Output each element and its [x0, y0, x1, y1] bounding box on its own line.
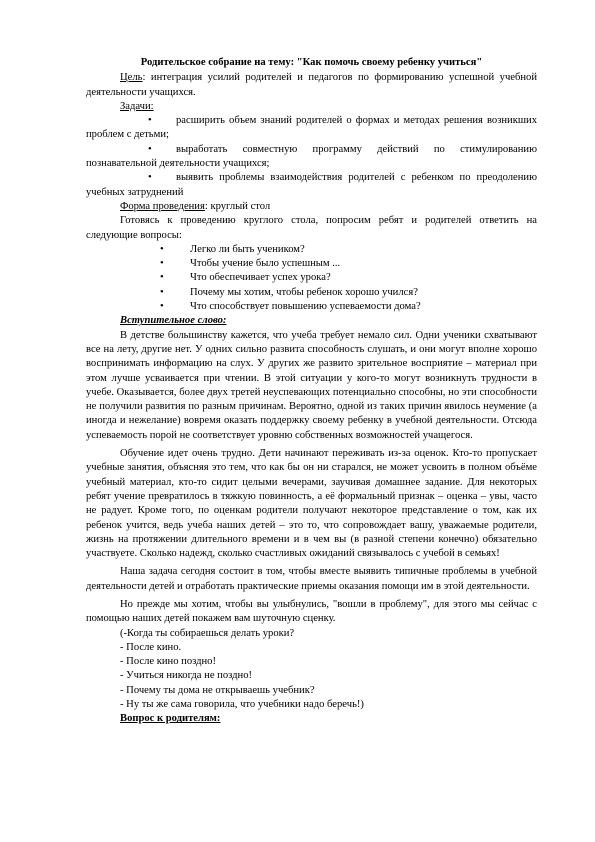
task-text: расширить объем знаний родителей о формах и методах решения возникших проблем с детьми;	[86, 115, 537, 141]
list-item	[86, 171, 537, 200]
question-text: Что обеспечивает успех урока?	[190, 272, 331, 284]
tasks-list	[86, 114, 537, 200]
dialogue-line: (-Когда ты собираешься делать уроки?	[120, 627, 295, 639]
body-paragraph: Обучение идет очень трудно. Дети начинают переживать из-за оценок. Кто-то пропускает учебные занятия, объясняя это тем, что как бы он ни старался, не может усвоить в полном объёме учебный материал, кто-то сидит целыми вечерами, заучивая домашнее задание. Для некоторых ребят учение превратилось в тяжкую повинность, а её формальный признак – оценка – увы, часто не радует. Кроме того, по оценкам родители получают некоторое представление о том, как их ребенок учится, ведь учеба наших детей – это то, что сопровождает вашу, уважаемые родители, жизнь на протяжении длительного времени и в чем вы (в разной степени конечно) обязательно участвуете. Сколько надежд, сколько счастливых ожиданий связывалось с учебой в семьях!	[86, 448, 537, 560]
question-text: Легко ли быть учеником?	[190, 243, 305, 255]
bullet-icon: •	[160, 243, 164, 255]
dialogue-line: - Ну ты же сама говорила, что учебники надо беречь!)	[120, 699, 364, 711]
page-title: Родительское собрание на тему: "Как помочь своему ребенку учиться"	[140, 57, 483, 68]
tasks-heading-row	[86, 100, 537, 114]
question-text: Почему мы хотим, чтобы ребенок хорошо учился?	[190, 286, 418, 298]
list-item	[86, 271, 537, 285]
prep-paragraph: Готовясь к проведению круглого стола, попросим ребят и родителей ответить на следующие вопросы:	[86, 215, 537, 241]
intro-label: Вступительное слово:	[120, 315, 227, 327]
body-paragraph: В детстве большинству кажется, что учеба требует немало сил. Одни ученики схватывают все на лету, другие нет. У одних сильно развита способность слушать, и они могут вполне хорошо воспринимать информацию на слух. У других же развито зрительное восприятие – материал при этом лучше усваивается при чтении. В этой ситуации у кого-то могут возникнуть трудности в учебе. Оказывается, более двух третей неуспевающих потенциально способны, но эти способности не получили развития по разным причинам. Вероятно, одной из таких причин явилось неумение (а иногда и нежелание) вовремя оказать поддержку своему ребенку в учебной деятельности. Отсюда успеваемость порой не соответствует уровню собственных возможностей учащегося.	[86, 329, 537, 441]
bullet-icon: •	[160, 286, 164, 298]
bullet-icon: •	[160, 272, 164, 284]
question-text: Чтобы учение было успешным ...	[190, 258, 341, 270]
goal-text: : интеграция усилий родителей и педагогов по формированию успешной учебной деятельности учащихся.	[86, 72, 537, 98]
bullet-icon: •	[160, 301, 164, 313]
body-paragraph: Наша задача сегодня состоит в том, чтобы вместе выявить типичные проблемы в учебной деятельности детей и отработать практические приемы оказания помощи им в этой деятельности.	[86, 566, 537, 592]
question-text: Что способствует повышению успеваемости дома?	[190, 301, 421, 313]
list-item	[86, 286, 537, 300]
dialogue-line: - После кино.	[120, 641, 182, 653]
bullet-icon: •	[160, 258, 164, 270]
bullet-icon: •	[148, 172, 152, 184]
dialogue-line: - Почему ты дома не открываешь учебник?	[120, 684, 315, 696]
list-item	[86, 257, 537, 271]
parents-question-row	[86, 712, 537, 726]
list-item	[86, 143, 537, 172]
dialogue-line: - Учиться никогда не поздно!	[120, 670, 253, 682]
task-text: выработать совместную программу действий по стимулированию познавательной деятельности учащихся;	[86, 143, 537, 170]
intro-heading-row	[86, 314, 537, 328]
goal-label: Цель	[120, 72, 143, 84]
form-text: : круглый стол	[204, 200, 271, 212]
parents-question-label: Вопрос к родителям:	[120, 713, 221, 725]
list-item	[86, 300, 537, 314]
bullet-icon: •	[148, 115, 152, 127]
bullet-icon: •	[148, 143, 152, 155]
dialogue-block	[86, 627, 537, 713]
questions-list	[86, 243, 537, 314]
goal-paragraph	[86, 71, 537, 100]
body-paragraph: Но прежде мы хотим, чтобы вы улыбнулись, "вошли в проблему", для этого мы сейчас с помощью наших детей покажем вам шуточную сценку.	[86, 598, 537, 625]
tasks-label: Задачи:	[120, 100, 154, 112]
form-label: Форма проведения	[120, 200, 205, 212]
list-item	[86, 114, 537, 143]
list-item	[86, 243, 537, 257]
form-paragraph	[86, 200, 537, 214]
task-text: выявить проблемы взаимодействия родителей с ребенком по преодолению учебных затруднений	[86, 172, 537, 198]
dialogue-line: - После кино поздно!	[120, 656, 217, 668]
